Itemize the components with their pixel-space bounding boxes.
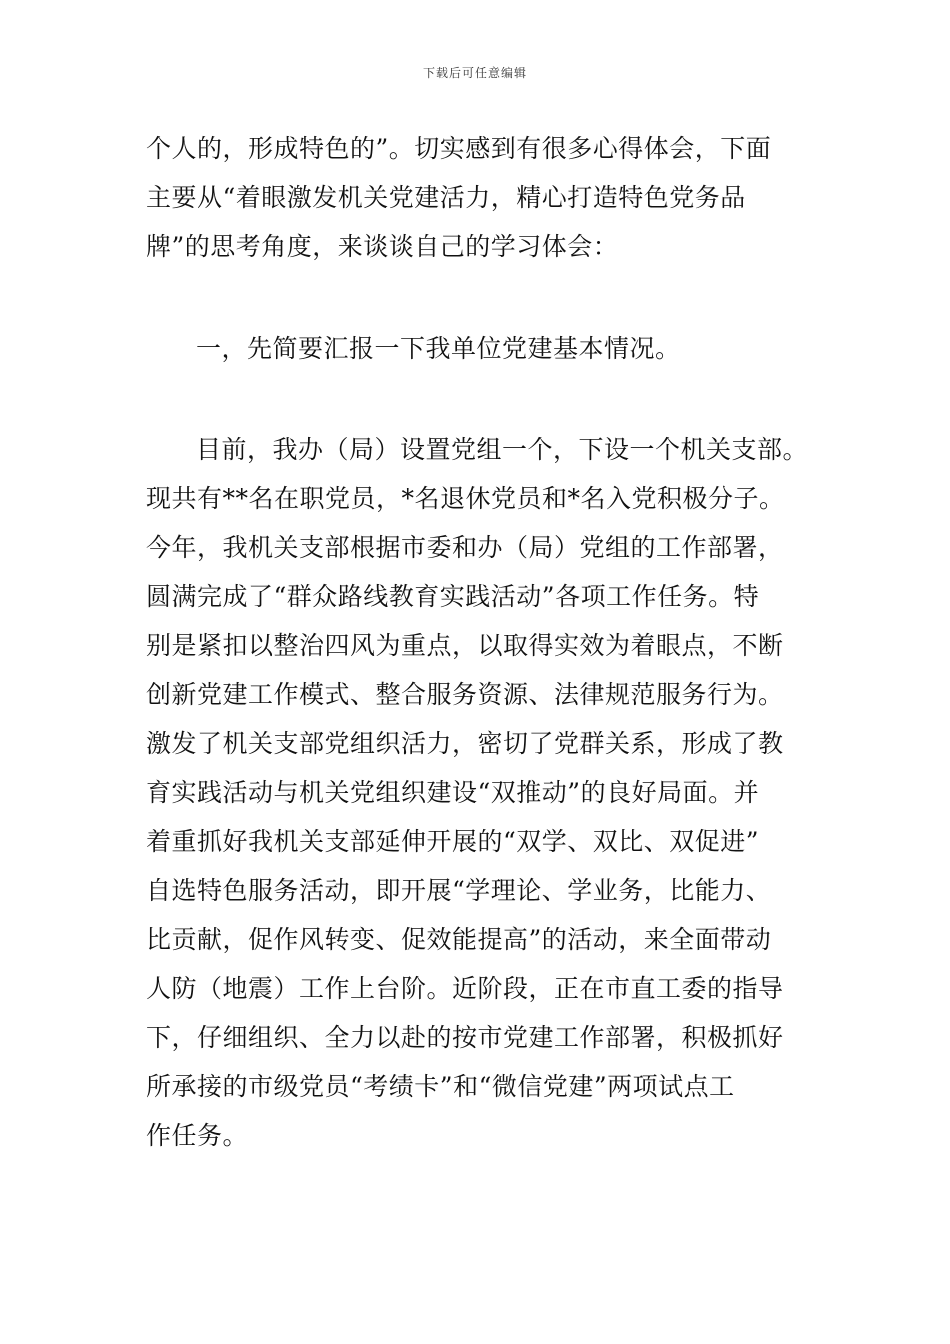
paragraph-line: 别是紧扣以整治四风为重点，以取得实效为着眼点，不断 bbox=[146, 631, 784, 660]
paragraph-line: 下，仔细组织、全力以赴的按市党建工作部署，积极抓好 bbox=[146, 1023, 784, 1052]
paragraph-line: 目前，我办（局）设置党组一个，下设一个机关支部。 bbox=[196, 435, 809, 464]
paragraph-line: 人防（地震）工作上台阶。近阶段，正在市直工委的指导 bbox=[146, 974, 784, 1003]
paragraph-line: 激发了机关支部党组织活力，密切了党群关系，形成了教 bbox=[146, 729, 784, 758]
paragraph-line: 今年，我机关支部根据市委和办（局）党组的工作部署， bbox=[146, 533, 784, 562]
section-heading: 一，先简要汇报一下我单位党建基本情况。 bbox=[196, 334, 681, 363]
paragraph-line: 自选特色服务活动，即开展“学理论、学业务，比能力、 bbox=[146, 876, 772, 905]
paragraph-line: 着重抓好我机关支部延伸开展的“双学、双比、双促进” bbox=[146, 827, 760, 856]
paragraph-line: 所承接的市级党员“考绩卡”和“微信党建”两项试点工 bbox=[146, 1072, 735, 1101]
paragraph-line: 牌”的思考角度，来谈谈自己的学习体会： bbox=[146, 232, 619, 261]
paragraph-line: 创新党建工作模式、整合服务资源、法律规范服务行为。 bbox=[146, 680, 784, 709]
paragraph-line: 现共有**名在职党员，*名退休党员和*名入党积极分子。 bbox=[146, 484, 785, 513]
paragraph-line: 圆满完成了“群众路线教育实践活动”各项工作任务。特 bbox=[146, 582, 760, 611]
paragraph-line: 主要从“着眼激发机关党建活力，精心打造特色党务品 bbox=[146, 183, 746, 212]
paragraph-line: 个人的，形成特色的”。切实感到有很多心得体会，下面 bbox=[146, 134, 772, 163]
paragraph-line: 比贡献，促作风转变、促效能提高”的活动，来全面带动 bbox=[146, 925, 772, 954]
paragraph-line: 作任务。 bbox=[146, 1121, 249, 1150]
header-note: 下载后可任意编辑 bbox=[422, 66, 527, 80]
paragraph-line: 育实践活动与机关党组织建设“双推动”的良好局面。并 bbox=[146, 778, 760, 807]
